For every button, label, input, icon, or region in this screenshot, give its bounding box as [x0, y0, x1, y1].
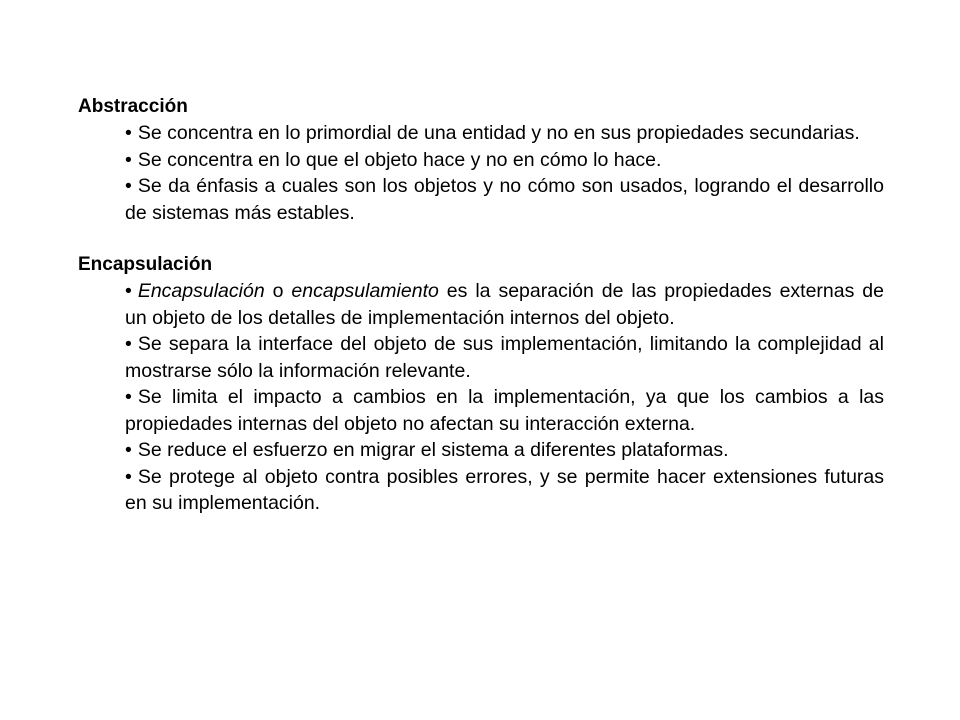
bullet-text: Se limita el impacto a cambios en la implementación, ya que los cambios a las propiedades internas del objeto no afectan su interacción externa. — [125, 386, 884, 435]
bullet-text: Se da énfasis a cuales son los objetos y no cómo son usados, logrando el desarrollo de sistemas más estables. — [125, 175, 884, 224]
bullet-text: Se reduce el esfuerzo en migrar el sistema a diferentes plataformas. — [137, 439, 729, 461]
section-title: Encapsulación — [78, 254, 213, 275]
bullet-list — [78, 278, 884, 517]
bullet-item — [125, 147, 884, 174]
bullet-item — [125, 437, 884, 464]
bullet-icon: • — [125, 439, 132, 461]
bullet-text: Se protege al objeto contra posibles errores, y se permite hacer extensiones futuras en su implementación. — [125, 465, 884, 514]
bullet-text-joiner: o — [264, 280, 292, 302]
bullet-icon: • — [125, 148, 132, 171]
bullet-item — [125, 120, 884, 147]
italic-term: encapsulamiento — [291, 280, 439, 302]
bullet-text: Se concentra en lo que el objeto hace y no en cómo lo hace. — [137, 148, 662, 171]
section-encapsulacion — [78, 252, 884, 517]
bullet-icon: • — [125, 280, 132, 302]
section-abstraccion — [78, 94, 884, 226]
bullet-item — [125, 173, 884, 226]
bullet-icon: • — [125, 122, 132, 144]
bullet-icon: • — [125, 175, 132, 197]
bullet-item — [125, 464, 884, 517]
bullet-text: Se separa la interface del objeto de sus implementación, limitando la complejidad al mostrarse sólo la información relevante. — [125, 333, 884, 382]
bullet-icon: • — [125, 465, 132, 488]
bullet-item — [125, 384, 884, 437]
bullet-icon: • — [125, 333, 132, 355]
bullet-item — [125, 331, 884, 384]
italic-term: Encapsulación — [137, 280, 265, 302]
bullet-list — [78, 120, 884, 226]
section-title: Abstracción — [78, 96, 188, 117]
bullet-text: es la separación de las propiedades externas de un objeto de los detalles de implementación internos del objeto. — [125, 280, 884, 329]
bullet-text: Se concentra en lo primordial de una entidad y no en sus propiedades secundarias. — [137, 122, 860, 144]
slide-content — [78, 94, 884, 517]
bullet-icon: • — [125, 386, 132, 408]
bullet-item — [125, 278, 884, 331]
